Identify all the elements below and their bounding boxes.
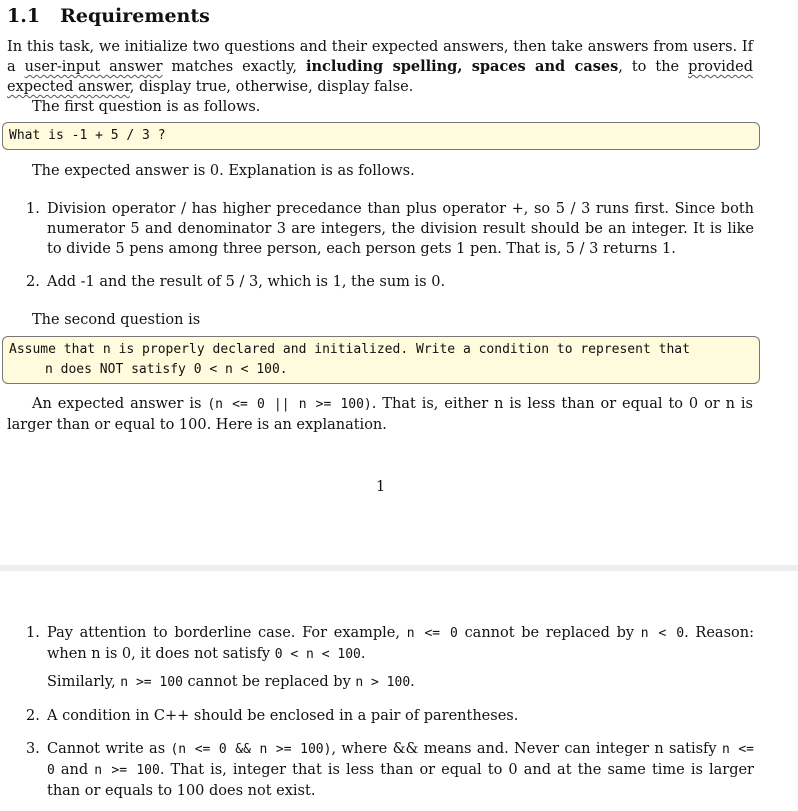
page-break — [0, 565, 798, 571]
answer2-code: (n <= 0 || n >= 100) — [207, 397, 372, 412]
explanation2-list — [26, 623, 754, 801]
list-marker: 1. — [26, 625, 40, 641]
list-item-text: A condition in C++ should be enclosed in a pair of parentheses. — [47, 708, 519, 724]
question2-code-box — [2, 336, 760, 384]
question2-code-line1: Assume that n is properly declared and initialized. Write a condition to represent that — [9, 342, 690, 357]
list-item — [26, 739, 754, 801]
list-item — [26, 272, 754, 292]
question1-code-box — [2, 122, 760, 150]
section-title: Requirements — [60, 5, 210, 27]
first-question-intro: The first question is as follows. — [32, 99, 261, 115]
list-item-text: Division operator / has higher precedance than plus operator +, so 5 / 3 runs first. Since both numerator 5 and denominator 3 are integers, the division result should be an integer. It is like to divide 5 pens among three person, each person gets 1 pen. That is, 5 / 3 returns 1. — [47, 201, 754, 257]
list-marker: 2. — [26, 274, 40, 290]
list-item-text: Add -1 and the result of 5 / 3, which is 1, the sum is 0. — [47, 274, 446, 290]
list-item — [26, 706, 754, 726]
list-marker: 1. — [26, 201, 40, 217]
spell-flag-provided-expected-answer: provided expected answer — [7, 59, 753, 95]
explanation1-list — [26, 199, 754, 292]
emphasis-text: including spelling, spaces and cases — [305, 58, 619, 75]
list-item-text: Cannot write as (n <= 0 && n >= 100), where && means and. Never can integer n satisfy n <= 0 and n >= 100. That is, integer that is less than or equal to 0 and at the same time is larger than or equals to 100 does not exist. — [47, 741, 754, 799]
answer2-paragraph: An expected answer is (n <= 0 || n >= 100). That is, either n is less than or equal to 0 or n is larger than or equal to 100. Here is an explanation. — [7, 396, 753, 433]
section-heading — [7, 4, 210, 28]
list-marker: 2. — [26, 708, 40, 724]
expected-answer-line: The expected answer is 0. Explanation is as follows. — [32, 163, 415, 179]
question2-code-line2: n does NOT satisfy 0 < n < 100. — [45, 362, 288, 377]
intro-paragraph: In this task, we initialize two questions and their expected answers, then take answers from users. If a user-input answer matches exactly, including spelling, spaces and cases, to the provided expected answer, display true, otherwise, display false. — [7, 39, 753, 95]
section-number: 1.1 — [7, 5, 41, 27]
list-item-subtext: Similarly, n >= 100 cannot be replaced by n > 100. — [47, 674, 415, 690]
question1-code: What is -1 + 5 / 3 ? — [9, 128, 166, 143]
second-question-intro: The second question is — [32, 312, 201, 328]
page-number: 1 — [376, 479, 386, 495]
list-marker: 3. — [26, 741, 40, 757]
spell-flag-user-input-answer: user-input answer — [24, 59, 163, 75]
list-item-text: Pay attention to borderline case. For example, n <= 0 cannot be replaced by n < 0. Reason: when n is 0, it does not satisfy 0 < n < 100. — [47, 625, 754, 662]
list-item — [26, 199, 754, 259]
list-item — [26, 623, 754, 693]
